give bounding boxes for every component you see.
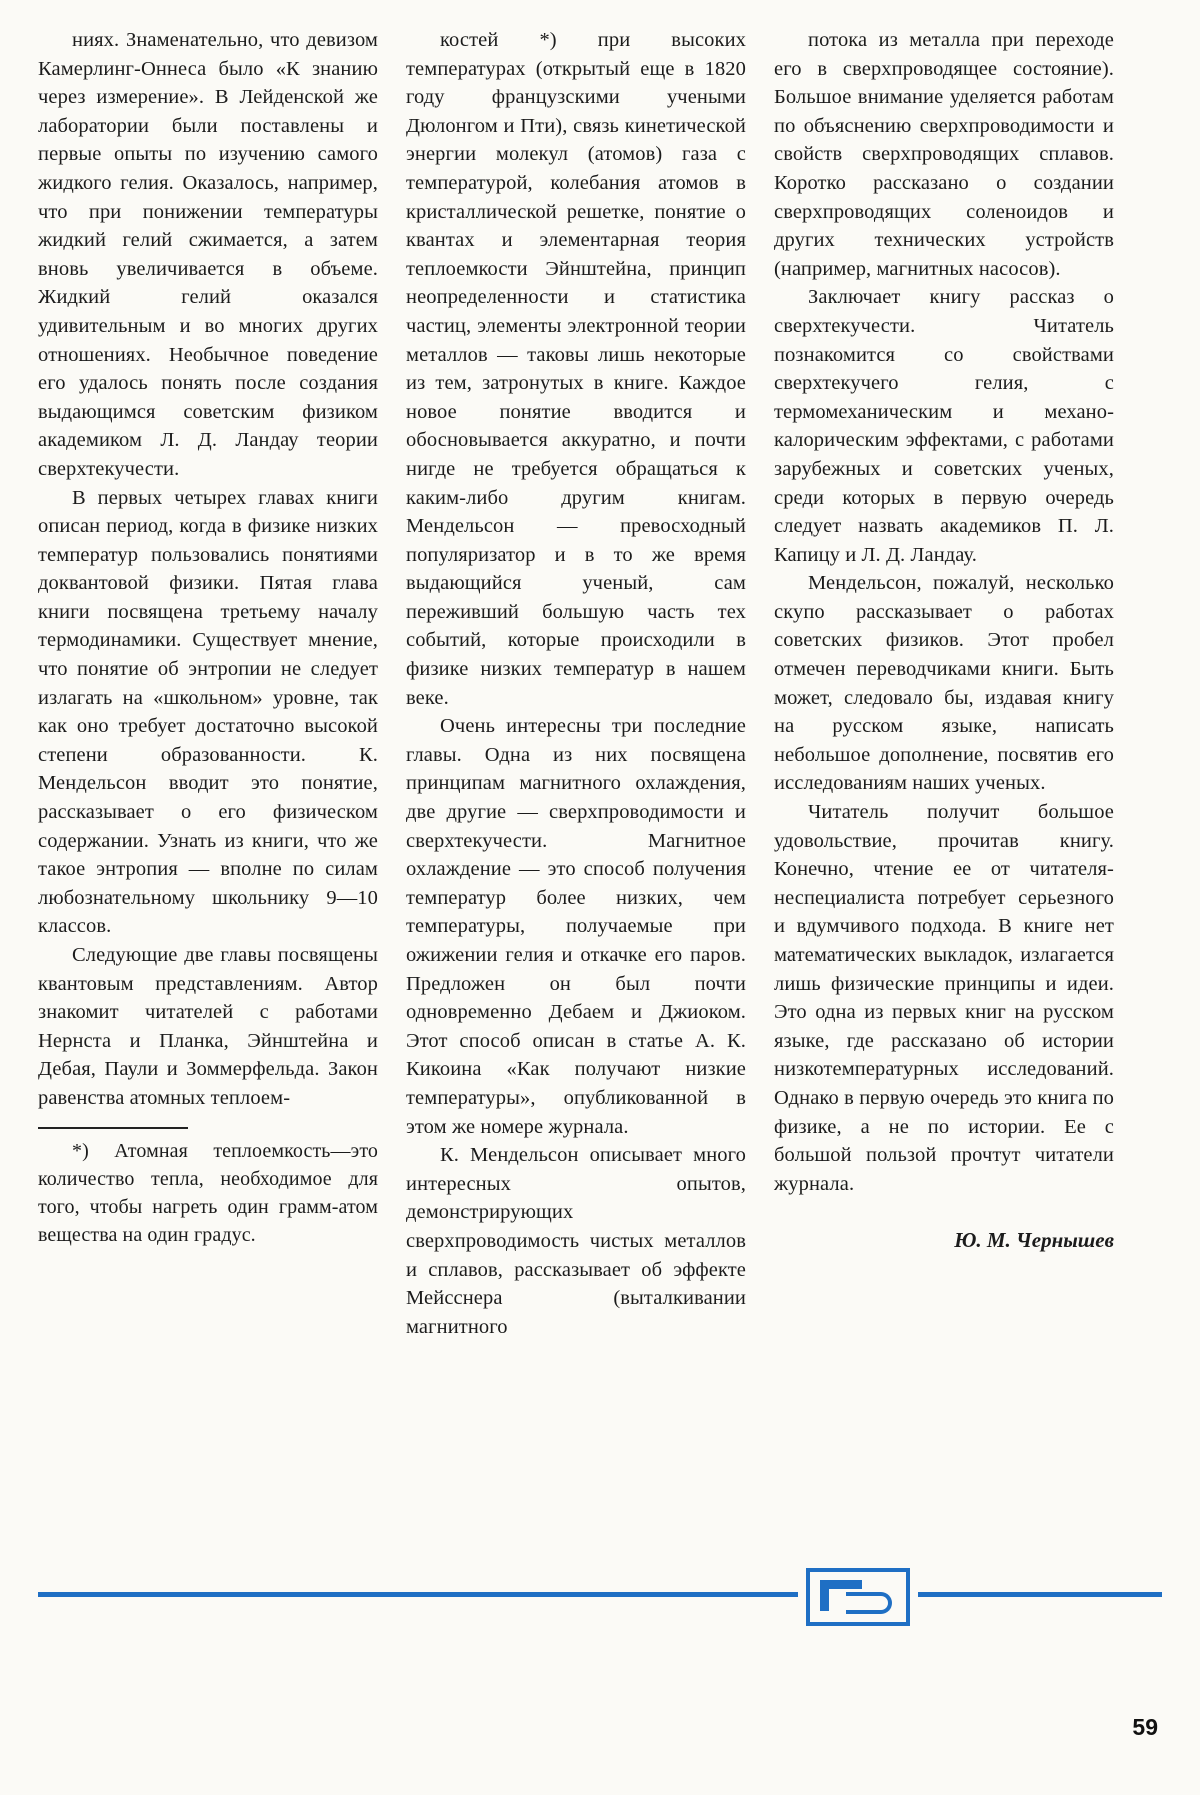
- logo-stem: [820, 1589, 829, 1611]
- paragraph: Заключает книгу рассказ о сверхтекучести. Читатель познакомится со свойствами сверхтекучего гелия, с термомеханическим и механо-калорическим эффектами, с работами зарубежных и советских ученых, среди которых в первую очередь следует назвать академиков П. Л. Капицу и Л. Д. Ландау.: [774, 286, 1114, 566]
- footnote: [38, 1137, 378, 1249]
- logo-arc: [846, 1592, 892, 1614]
- page-number: 59: [1132, 1714, 1158, 1740]
- paragraph: Мендельсон, пожалуй, несколько скупо рассказывает о работах советских физиков. Этот пробел отмечен переводчиками книги. Быть может, следовало бы, издавая книгу на русском языке, написать небольшое дополнение, посвятив его исследованиям наших ученых.: [774, 572, 1114, 795]
- footnote-text: *) Атомная теплоемкость—это количество тепла, необходимое для того, чтобы нагреть один грамм-атом вещества на один градус.: [38, 1139, 378, 1246]
- author-signature: Ю. М. Чернышев: [954, 1228, 1114, 1253]
- logo-bar: [820, 1580, 862, 1589]
- footer-rule-left: [38, 1592, 798, 1597]
- footer-rule-right: [918, 1592, 1162, 1597]
- column-middle: [406, 26, 746, 1341]
- paragraph: Следующие две главы посвящены квантовым представлениям. Автор знакомит читателей с работами Нернста и Планка, Эйнштейна и Дебая, Паули и Зоммерфельда. Закон равенства атомных теплоем-: [38, 944, 378, 1109]
- footer-decoration: [38, 1568, 1162, 1628]
- article-columns: [38, 26, 1162, 1341]
- paragraph: Читатель получит большое удовольствие, прочитав книгу. Конечно, чтение ее от читателя-неспециалиста потребует серьезного и вдумчивого подхода. В книге нет математических выкладок, излагается лишь физические принципы и идеи. Это одна из первых книг на русском языке, где рассказано об истории низкотемпературных исследований. Однако в первую очередь это книга по физике, а не по истории. Ее с большой пользой прочтут читатели журнала.: [774, 801, 1114, 1195]
- paragraph: ниях. Знаменательно, что девизом Камерлинг-Оннеса было «К знанию через измерение». В Лейденской же лаборатории были поставлены и первые опыты по изучению самого жидкого гелия. Оказалось, например, что при понижении температуры жидкий гелий сжимается, а затем вновь увеличивается в объеме. Жидкий гелий оказался удивительным и во многих других отношениях. Необычное поведение его удалось понять после создания выдающимся советским физиком академиком Л. Д. Ландау теории сверхтекучести.: [38, 29, 378, 480]
- footnote-divider: [38, 1127, 188, 1129]
- journal-logo-icon: [806, 1568, 910, 1626]
- paragraph: Очень интересны три последние главы. Одна из них посвящена принципам магнитного охлаждения, две другие — сверхпроводимости и сверхтекучести. Магнитное охлаждение — это способ получения температур более низких, чем температуры, получаемые при ожижении гелия и откачке его паров. Предложен он был почти одновременно Дебаем и Джиоком. Этот способ описан в статье А. К. Кикоина «Как получают низкие температуры», опубликованной в этом же номере журнала.: [406, 715, 746, 1138]
- column-right: [774, 26, 1114, 1341]
- column-left: [38, 26, 378, 1341]
- paragraph: В первых четырех главах книги описан период, когда в физике низких температур пользовались понятиями доквантовой физики. Пятая глава книги посвящена третьему началу термодинамики. Существует мнение, что понятие об энтропии не следует излагать на «школьном» уровне, так как оно требует достаточно высокой степени образованности. К. Мендельсон вводит это понятие, рассказывает о его физическом содержании. Узнать из книги, что же такое энтропия — вполне по силам любознательному школьнику 9—10 классов.: [38, 486, 378, 938]
- paragraph: костей *) при высоких температурах (открытый еще в 1820 году французскими учеными Дюлонгом и Пти), связь кинетической энергии молекул (атомов) газа с температурой, колебания атомов в кристаллической решетке, понятие о квантах и элементарная теория теплоемкости Эйнштейна, принцип неопределенности и статистика частиц, элементы электронной теории металлов — таковы лишь некоторые из тем, затронутых в книге. Каждое новое понятие вводится и обосновывается аккуратно, и почти нигде не требуется обращаться к каким-либо другим книгам. Мендельсон — превосходный популяризатор и в то же время выдающийся ученый, сам переживший большую часть тех событий, которые происходили в физике низких температур в нашем веке.: [406, 29, 746, 709]
- paragraph: К. Мендельсон описывает много интересных опытов, демонстрирующих сверхпроводимость чистых металлов и сплавов, рассказывает об эффекте Мейсснера (выталкивании магнитного: [406, 1144, 746, 1338]
- paragraph: потока из металла при переходе его в сверхпроводящее состояние). Большое внимание уделяется работам по объяснению сверхпроводимости и свойств сверхпроводящих сплавов. Коротко рассказано о создании сверхпроводящих соленоидов и других технических устройств (например, магнитных насосов).: [774, 29, 1114, 280]
